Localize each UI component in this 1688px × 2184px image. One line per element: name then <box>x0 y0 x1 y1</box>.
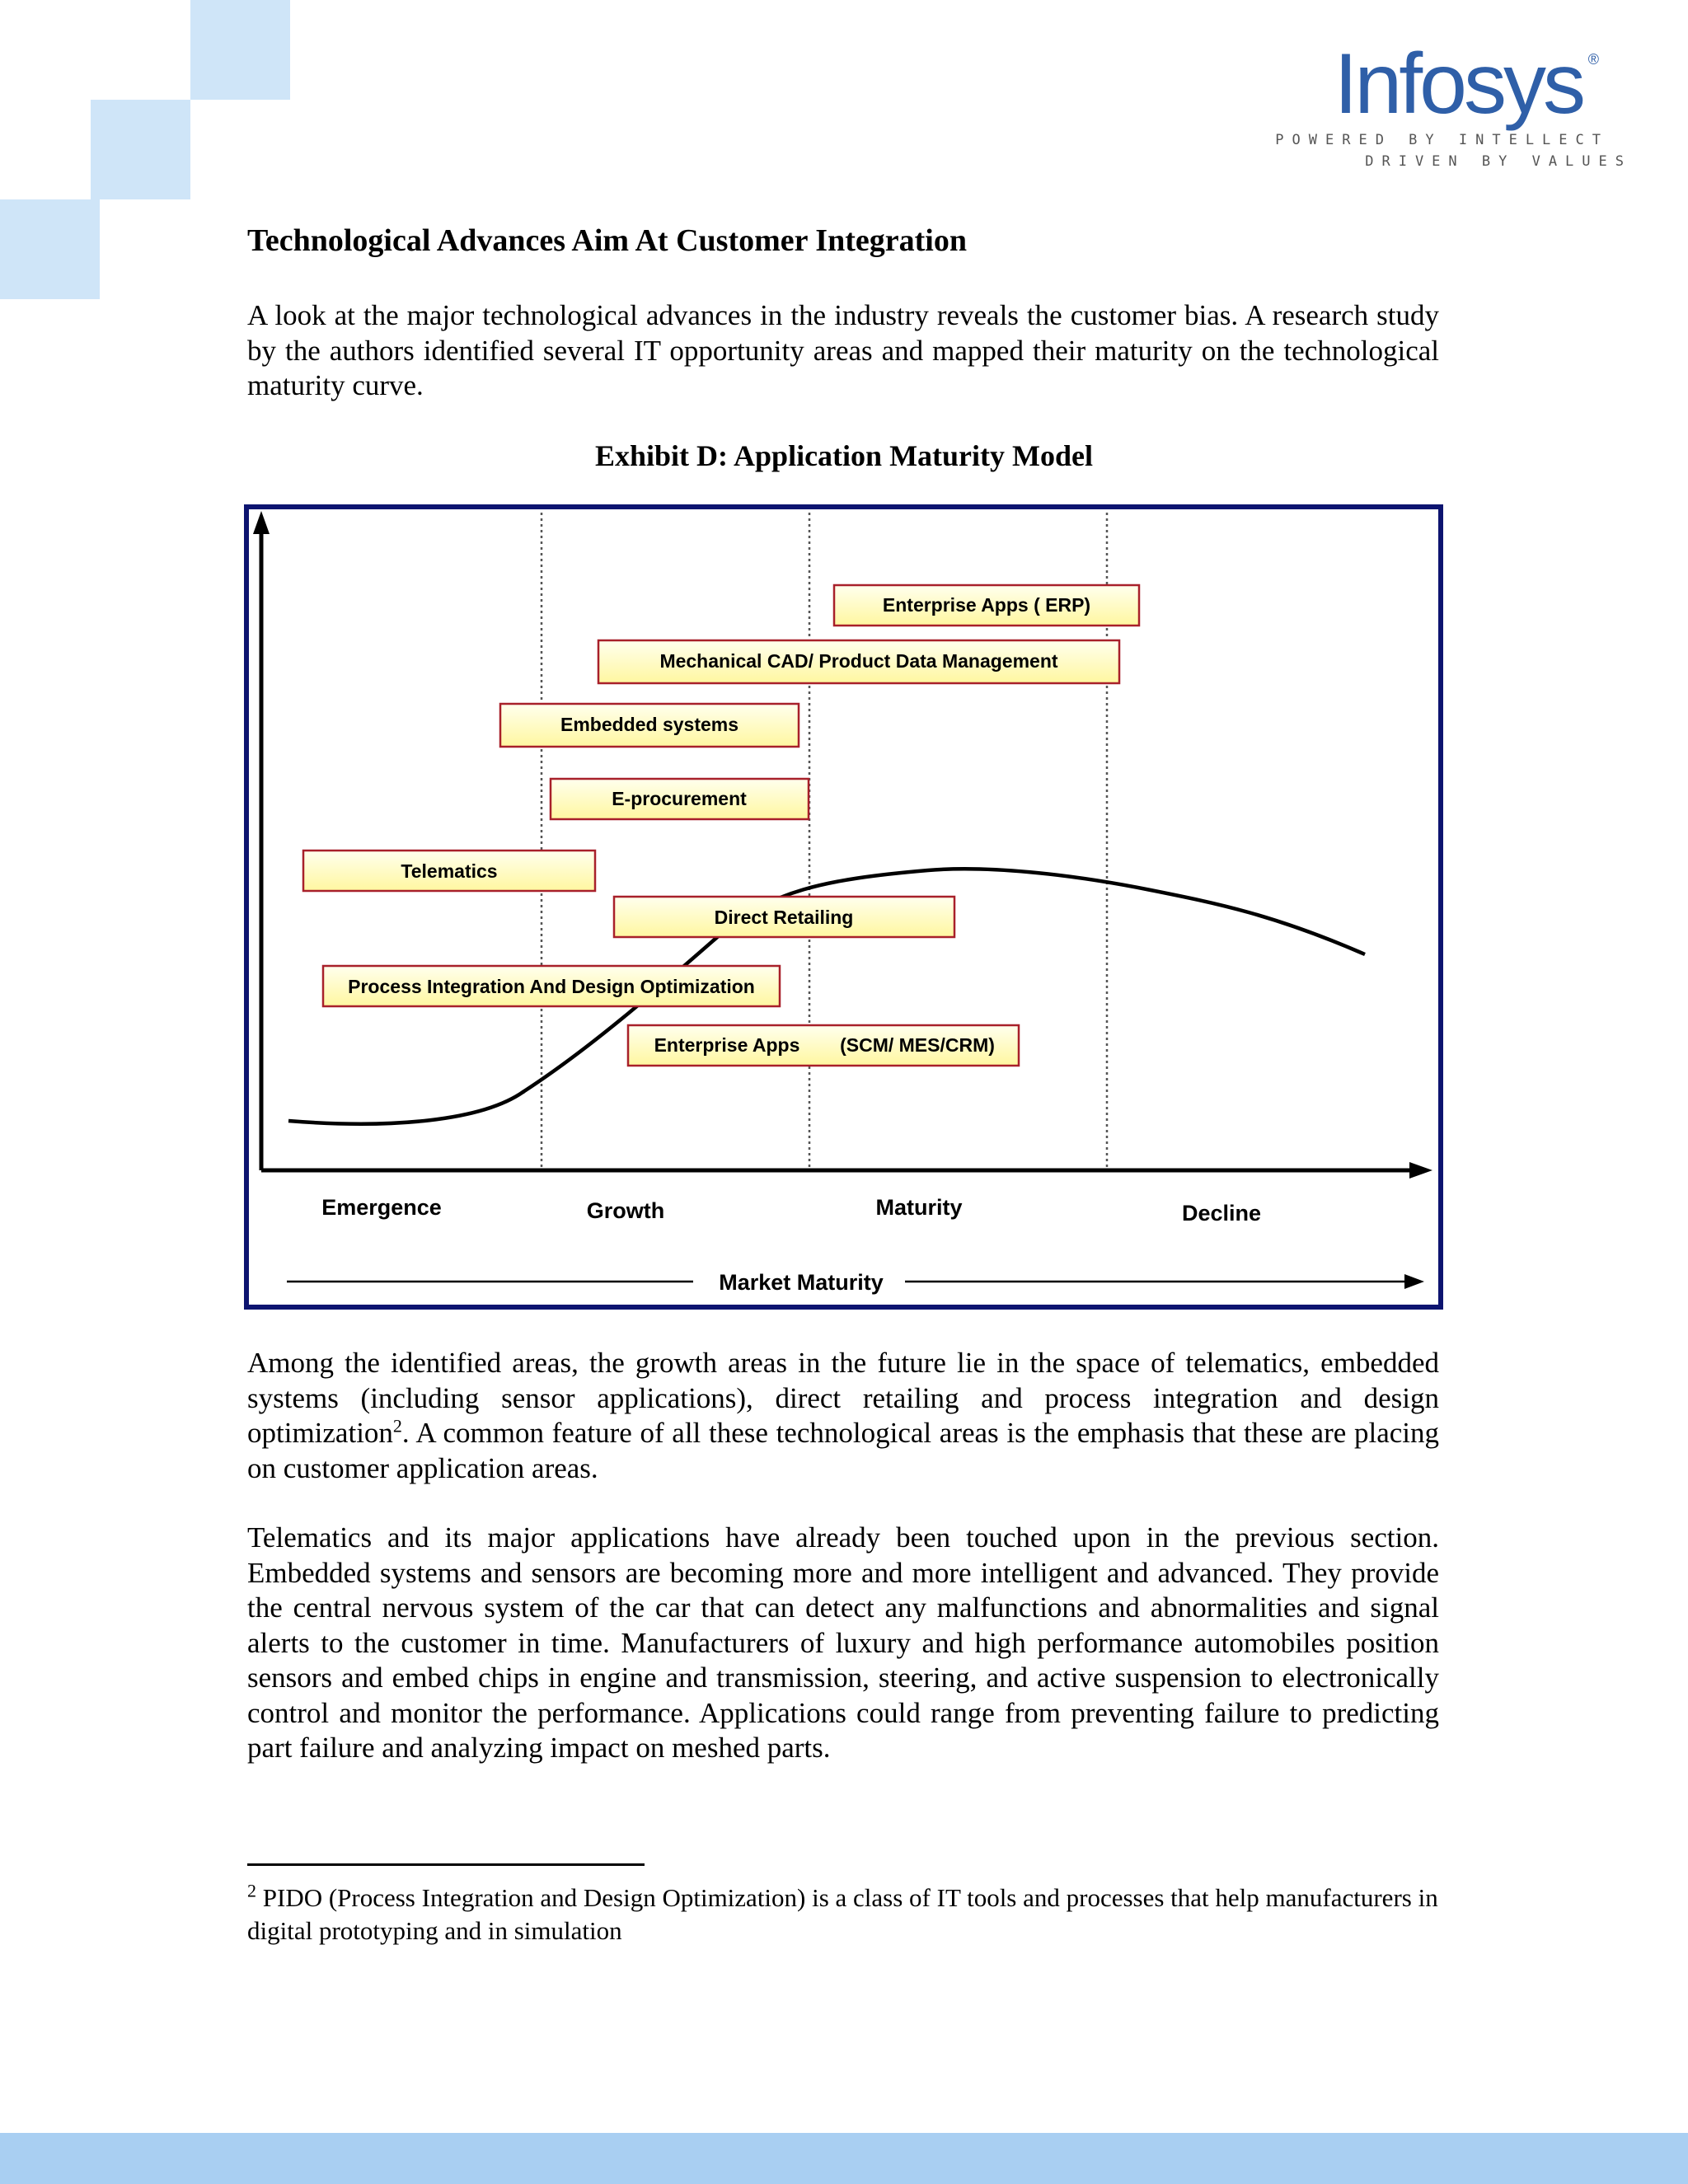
label-telematics: Telematics <box>401 860 498 882</box>
infosys-logo <box>1275 36 1632 181</box>
label-enterprise-apps: Enterprise Apps <box>654 1034 800 1056</box>
footnote <box>247 1882 1439 1947</box>
corner-square-bottom <box>0 199 100 299</box>
paragraph-telematics: Telematics and its major applications have already been touched upon in the previous section. Embedded systems and sensors are becoming more and more intelligent and advanced. They provide the central nervous system of the car that can detect any malfunctions and abnormalities and signal alerts to the customer in time. Manufacturers of luxury and high performance automobiles position sensors and embed chips in engine and transmission, steering, and active suspension to electronically control and monitor the performance. Applications could range from preventing failure to predicting part failure and analyzing impact on meshed parts. <box>247 1521 1439 1764</box>
paragraph-growth-areas <box>247 1346 1439 1486</box>
paragraph-growth-areas-text: Among the identified areas, the growth areas in the future lie in the space of telematics, embedded systems (including sensor applications), direct retailing and process integration and design optimization <box>247 1347 1439 1449</box>
phase-emergence: Emergence <box>321 1195 442 1220</box>
diagram-svg <box>244 504 1443 1310</box>
label-mcad-pdm: Mechanical CAD/ Product Data Management <box>659 650 1058 672</box>
corner-square-middle <box>91 100 190 199</box>
logo-tagline-2: DRIVEN BY VALUES <box>1365 153 1632 170</box>
phase-maturity: Maturity <box>875 1195 963 1220</box>
logo-registered-mark: ® <box>1587 51 1599 68</box>
phase-growth: Growth <box>586 1198 665 1223</box>
footnote-reference: 2 <box>392 1415 402 1436</box>
exhibit-title: Exhibit D: Application Maturity Model <box>594 439 1094 472</box>
footnote-marker: 2 <box>247 1880 256 1901</box>
paragraph-growth-areas-text-end: . A common feature of all these technological areas is the emphasis that these are placing on customer application areas. <box>247 1417 1439 1484</box>
market-maturity-title: Market Maturity <box>719 1270 884 1295</box>
intro-paragraph: A look at the major technological advances in the industry reveals the customer bias. A research study by the authors identified several IT opportunity areas and mapped their maturity on the technological maturity curve. <box>247 299 1439 401</box>
footer-bar <box>0 2133 1688 2184</box>
label-erp: Enterprise Apps ( ERP) <box>882 594 1091 616</box>
label-e-procurement: E-procurement <box>612 788 747 809</box>
section-title: Technological Advances Aim At Customer Integration <box>247 223 967 258</box>
application-maturity-diagram <box>244 504 1443 1310</box>
label-embedded-systems: Embedded systems <box>560 714 739 735</box>
footnote-text: PIDO (Process Integration and Design Optimization) is a class of IT tools and processes that help manufacturers in digital prototyping and in simulation <box>247 1883 1438 1945</box>
label-scm-mes-crm: (SCM/ MES/CRM) <box>840 1034 995 1056</box>
corner-square-top <box>190 0 290 100</box>
logo-tagline-1: POWERED BY INTELLECT <box>1275 132 1609 148</box>
label-pido: Process Integration And Design Optimization <box>348 976 755 997</box>
phase-decline: Decline <box>1181 1201 1262 1226</box>
footnote-separator <box>247 1863 645 1866</box>
label-direct-retailing: Direct Retailing <box>714 907 854 928</box>
logo-wordmark: Infosys <box>1334 36 1582 132</box>
